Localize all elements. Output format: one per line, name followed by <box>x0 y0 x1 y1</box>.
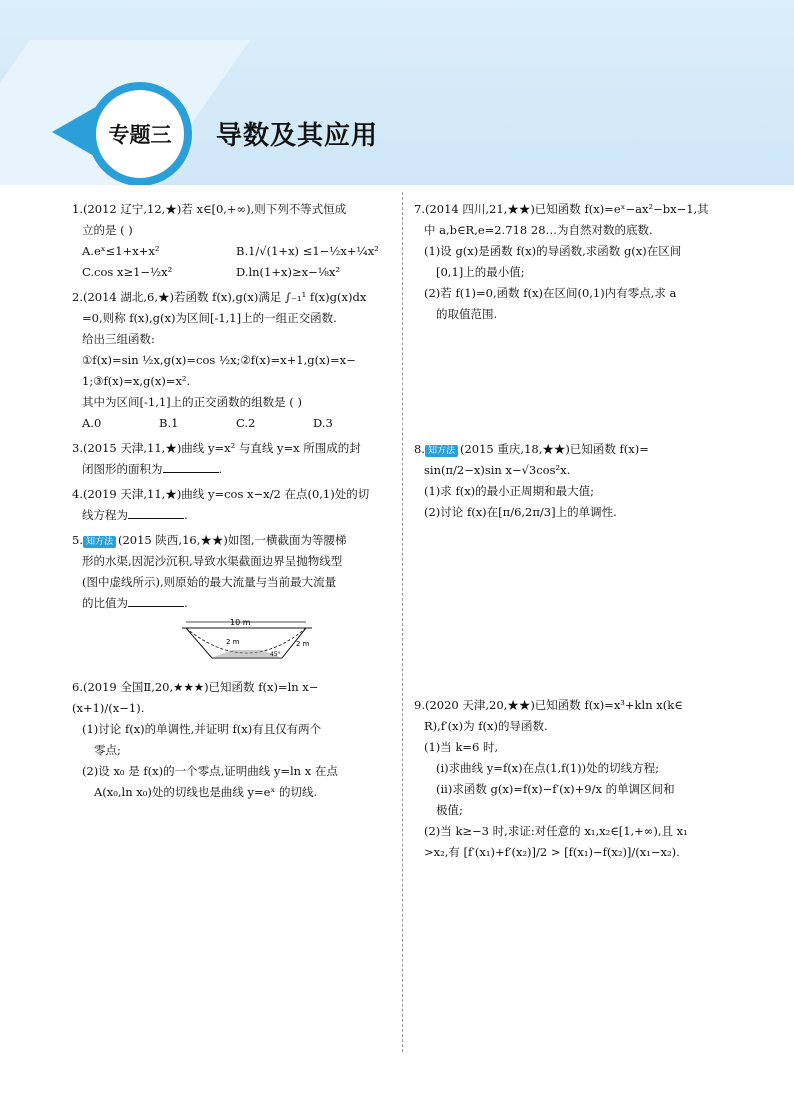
method-tag: 知方法 <box>425 445 458 457</box>
question-line: 形的水渠,因泥沙沉积,导致水渠截面边界呈抛物线型 <box>82 554 343 568</box>
option-b: B.1/√(1+x) ≤1−½x+¼x² <box>236 244 379 258</box>
question-line: 2.(2014 湖北,6,★)若函数 f(x),g(x)满足 ∫₋₁¹ f(x)g(x)dx <box>72 290 367 304</box>
question-line: 3.(2015 天津,11,★)曲线 y=x² 与直线 y=x 所围成的封 <box>72 441 361 455</box>
option-d: D.ln(1+x)≥x−⅛x² <box>236 265 340 279</box>
option-c: C.2 <box>236 416 256 430</box>
question-text: 闭图形的面积为 <box>82 462 163 476</box>
sub-question: (i)求曲线 y=f(x)在点(1,f(1))处的切线方程; <box>436 761 660 775</box>
question-line: 1.(2012 辽宁,12,★)若 x∈[0,+∞),则下列不等式恒成 <box>72 202 347 216</box>
sub-question: >x₂,有 [f′(x₁)+f′(x₂)]/2 > [f(x₁)−f(x₂)]/(x₁−x₂). <box>424 845 680 859</box>
question-line: 5. 知方法 (2015 陕西,16,★★)如图,一横截面为等腰梯 <box>72 533 347 547</box>
question-line: 其中为区间[-1,1]上的正交函数的组数是 ( ) <box>82 395 302 409</box>
answer-blank[interactable] <box>128 506 184 519</box>
question-line: sin(π/2−x)sin x−√3cos²x. <box>424 463 571 477</box>
question-line-with-blank: 的比值为 . <box>82 596 188 610</box>
question-line: 立的是 ( ) <box>82 223 133 237</box>
option-d: D.3 <box>313 416 333 430</box>
depth-label: 2 m <box>226 638 240 646</box>
question-line: 6.(2019 全国Ⅱ,20,★★★)已知函数 f(x)=ln x−(x+1)/(x−1). <box>72 680 319 715</box>
question-line-with-blank: 线方程为 . <box>82 508 188 522</box>
question-6 <box>72 677 390 803</box>
question-line: R),f′(x)为 f(x)的导函数. <box>424 719 548 733</box>
sub-question: 的取值范围. <box>436 307 498 321</box>
topic-badge-label: 专题三 <box>108 123 172 147</box>
sub-question: (1)讨论 f(x)的单调性,并证明 f(x)有且仅有两个 <box>82 722 322 736</box>
question-5 <box>72 530 390 673</box>
sub-question: (1)求 f(x)的最小正周期和最大值; <box>424 484 595 498</box>
option-a: A.eˣ≤1+x+x² <box>82 244 160 258</box>
question-line-with-blank: 闭图形的面积为 . <box>82 462 223 476</box>
question-8 <box>414 439 734 523</box>
sub-question: (2)设 x₀ 是 f(x)的一个零点,证明曲线 y=ln x 在点 <box>82 764 338 778</box>
sub-question: (2)若 f(1)=0,函数 f(x)在区间(0,1)内有零点,求 a <box>424 286 677 300</box>
question-line: 中 a,b∈R,e=2.718 28…为自然对数的底数. <box>424 223 653 237</box>
width-label: 10 m <box>230 618 251 627</box>
page-header <box>0 0 794 185</box>
topic-badge <box>96 90 184 178</box>
sub-question: (1)设 g(x)是函数 f(x)的导函数,求函数 g(x)在区间 <box>424 244 682 258</box>
question-line: 1;③f(x)=x,g(x)=x². <box>82 374 191 388</box>
answer-blank[interactable] <box>128 594 184 607</box>
answer-space <box>414 523 734 691</box>
sub-question: (2)当 k≥−3 时,求证:对任意的 x₁,x₂∈[1,+∞),且 x₁ <box>424 824 688 838</box>
question-line: 4.(2019 天津,11,★)曲线 y=cos x−x/2 在点(0,1)处的切 <box>72 487 370 501</box>
question-text: 线方程为 <box>82 508 128 522</box>
question-text: (2015 陕西,16,★★)如图,一横截面为等腰梯 <box>118 533 347 547</box>
options <box>72 241 390 283</box>
angle-label: 45° <box>270 651 281 658</box>
sub-question: (1)当 k=6 时, <box>424 740 499 754</box>
method-tag: 知方法 <box>83 536 116 548</box>
sub-question: (2)讨论 f(x)在[π/6,2π/3]上的单调性. <box>424 505 617 519</box>
question-line: (图中虚线所示),则原始的最大流量与当前最大流量 <box>82 575 337 589</box>
question-line: =0,则称 f(x),g(x)为区间[-1,1]上的一组正交函数. <box>82 311 337 325</box>
right-column <box>414 195 734 863</box>
question-line: 给出三组函数: <box>82 332 155 346</box>
option-c: C.cos x≥1−½x² <box>82 265 173 279</box>
option-b: B.1 <box>159 416 179 430</box>
question-text: 的比值为 <box>82 596 128 610</box>
sub-question: [0,1]上的最小值; <box>436 265 525 279</box>
question-7 <box>414 199 734 325</box>
question-1 <box>72 199 390 283</box>
question-line: 8. 知方法 (2015 重庆,18,★★)已知函数 f(x)= <box>414 442 649 456</box>
sub-question: (ii)求函数 g(x)=f(x)−f′(x)+9/x 的单调区间和 <box>436 782 675 796</box>
side-depth-label: 2 m <box>296 640 310 648</box>
sub-question: 零点; <box>94 743 121 757</box>
question-4 <box>72 484 390 526</box>
answer-blank[interactable] <box>163 460 219 473</box>
question-9 <box>414 695 734 863</box>
question-2 <box>72 287 390 434</box>
question-line: 9.(2020 天津,20,★★)已知函数 f(x)=x³+kln x(k∈ <box>414 698 683 712</box>
option-a: A.0 <box>82 416 102 430</box>
page-title: 导数及其应用 <box>216 121 379 151</box>
column-divider <box>402 192 403 1052</box>
left-column <box>72 195 390 803</box>
canal-figure <box>172 616 322 666</box>
question-line: 7.(2014 四川,21,★★)已知函数 f(x)=eˣ−ax²−bx−1,其 <box>414 202 709 216</box>
sub-question: A(x₀,ln x₀)处的切线也是曲线 y=eˣ 的切线. <box>94 785 318 799</box>
sub-question: 极值; <box>436 803 463 817</box>
question-3 <box>72 438 390 480</box>
options <box>72 413 390 434</box>
question-text: (2015 重庆,18,★★)已知函数 f(x)= <box>460 442 649 456</box>
question-line: ①f(x)=sin ½x,g(x)=cos ½x;②f(x)=x+1,g(x)=x− <box>82 353 356 367</box>
answer-space <box>414 325 734 435</box>
